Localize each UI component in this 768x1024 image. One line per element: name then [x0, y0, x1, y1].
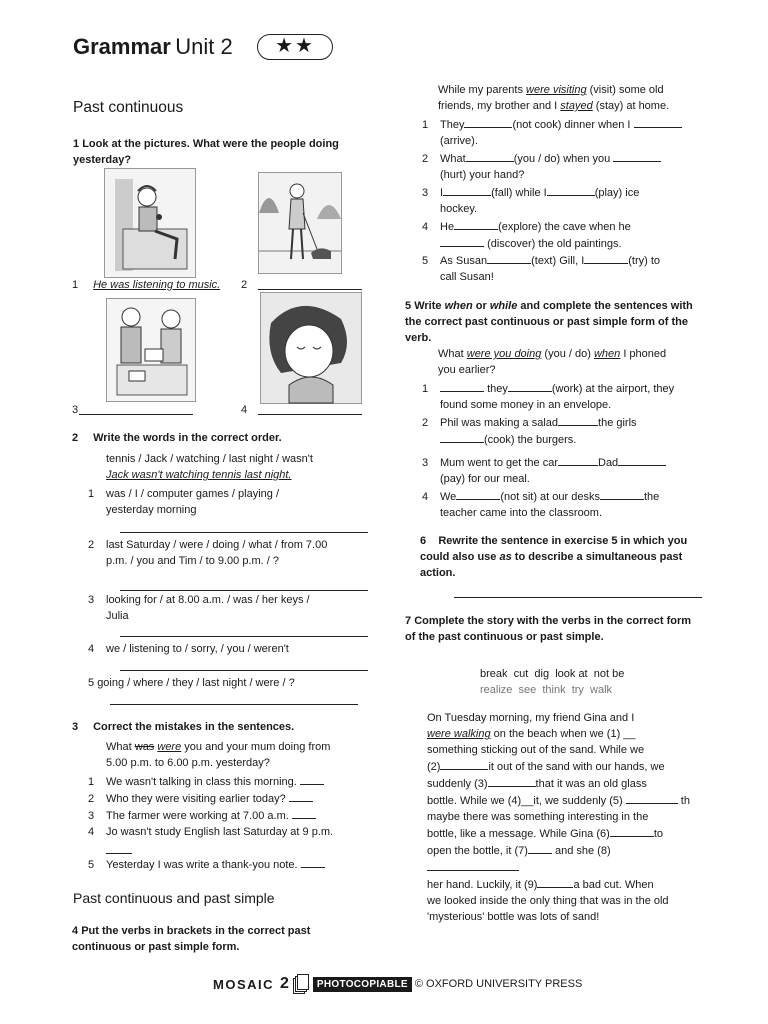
ex5-item-2-blank-2[interactable]	[440, 431, 484, 443]
ex4-item-2-blank-2[interactable]	[613, 150, 661, 162]
picture-woman-walking-dog	[258, 172, 342, 274]
ex3-example-wrong-word: was	[134, 741, 155, 753]
ex4-item-1-blank-1[interactable]	[464, 116, 512, 128]
ex5-item-1-blank-1[interactable]	[440, 380, 484, 392]
ex7-instruction: 7 Complete the story with the verbs in the correct form of the past continuous or past simple.	[405, 615, 692, 643]
ex7-blank-2[interactable]	[440, 758, 488, 770]
ex4-item-4: 4 He (explore) the cave when he (discover) the old paintings.	[422, 218, 697, 252]
ex3-item-2: 2 Who they were visiting earlier today?	[88, 790, 313, 807]
ex2-item-5: 5 going / where / they / last night / were / ?	[88, 677, 295, 689]
ex2-example-answer: Jack wasn't watching tennis last night.	[106, 469, 292, 481]
ex1-item-2-number: 2	[241, 279, 248, 291]
ex5-item-2-blank-1[interactable]	[558, 414, 598, 426]
ex5-item-4-blank-2[interactable]	[600, 488, 644, 500]
ex5-item-3-blank-1[interactable]	[558, 454, 598, 466]
ex4-item-5-blank-2[interactable]	[584, 252, 628, 264]
ex1-item-2-answer-line[interactable]	[258, 289, 362, 290]
ex2-item-4: 4 we / listening to / sorry, / you / weren't	[88, 643, 289, 655]
ex5-item-1-blank-2[interactable]	[508, 380, 552, 392]
ex5-item-2: 2 Phil was making a salad the girls (cook) the burgers.	[422, 414, 702, 448]
ex3-item-2-blank[interactable]	[289, 790, 313, 802]
ex7-blank-6[interactable]	[610, 825, 654, 837]
ex2-item-3-answer-line[interactable]	[120, 636, 368, 637]
ex2-item-3: 3 looking for / at 8.00 a.m. / was / her keys / Julia	[88, 594, 310, 622]
ex7-story: On Tuesday morning, my friend Gina and I were walking on the beach when we (1) __ something sticking out of the sand. While we (2) it out of the sand with our hands, we suddenly (3) that it was an old glass bottle. While we (4)__it, we suddenly (5) th maybe there was something interesting in the bottle, like a message. While Gina (6) to open the bottle, it (7) and she (8) her hand. Luckily, it (9) a bad cut. When we looked inside the only thing that was in the old 'mysterious' bottle was lots of sand!	[427, 712, 690, 923]
ex4-item-1: 1 They (not cook) dinner when I (arrive).	[422, 116, 697, 149]
picture-girl-sleeping	[260, 292, 362, 404]
ex3-item-1: 1 We wasn't talking in class this morning.	[88, 773, 324, 790]
ex6-answer-line[interactable]	[454, 597, 702, 598]
ex7-example-answer: were walking	[427, 728, 491, 740]
difficulty-stars-badge: ★★	[257, 34, 333, 60]
ex4-item-3-blank-2[interactable]	[547, 184, 595, 196]
ex5-item-3-blank-2[interactable]	[618, 454, 666, 466]
title-unit: Unit 2	[175, 34, 233, 59]
picture-boys-homework	[106, 298, 196, 402]
ex7-word-box-line-2: realize see think try walk	[480, 684, 613, 696]
title-bold: Grammar	[73, 34, 171, 59]
ex4-item-2-blank-1[interactable]	[466, 150, 514, 162]
ex2-instruction: 2 Write the words in the correct order.	[72, 432, 282, 444]
ex7-blank-5[interactable]	[626, 792, 678, 804]
ex5-item-4-blank-1[interactable]	[456, 488, 500, 500]
ex2-example-words: tennis / Jack / watching / last night / wasn't	[106, 453, 313, 465]
ex4-item-3-blank-1[interactable]	[443, 184, 491, 196]
ex4-item-5-blank-1[interactable]	[487, 252, 531, 264]
ex5-item-3: 3 Mum went to get the car Dad (pay) for our meal.	[422, 454, 702, 487]
ex1-item-3-answer-line[interactable]	[79, 414, 193, 415]
ex4-example-answer-1: were visiting	[526, 84, 587, 96]
ex3-item-3-blank[interactable]	[292, 807, 316, 819]
level-number: 2	[280, 975, 289, 992]
ex3-item-3: 3 The farmer were working at 7.00 a.m.	[88, 807, 316, 824]
ex7-word-box-line-1: break cut dig look at not be	[480, 668, 625, 680]
ex2-item-2-answer-line[interactable]	[120, 590, 368, 591]
brand-logo: MOSAIC	[213, 976, 274, 992]
ex2-item-2: 2 last Saturday / were / doing / what / from 7.00 p.m. / you and Tim / to 9.00 p.m. / ?	[88, 539, 328, 567]
ex4-item-2: 2 What (you / do) when you (hurt) your hand?	[422, 150, 697, 183]
ex1-item-1: 1 He was listening to music.	[72, 279, 221, 291]
ex4-item-4-blank-2[interactable]	[440, 235, 484, 247]
ex1-example-answer: He was listening to music.	[93, 279, 221, 291]
ex3-example: What was were you and your mum doing from 5.00 p.m. to 6.00 p.m. yesterday?	[106, 741, 331, 769]
ex3-example-correction: were	[157, 741, 182, 753]
ex3-instruction: 3 Correct the mistakes in the sentences.	[72, 721, 295, 733]
ex7-blank-7[interactable]	[528, 842, 552, 854]
ex7-blank-3[interactable]	[488, 775, 536, 787]
ex4-item-1-blank-2[interactable]	[634, 116, 682, 128]
ex5-item-4: 4 We (not sit) at our desks the teacher came into the classroom.	[422, 488, 702, 521]
ex2-item-1-answer-line[interactable]	[120, 532, 368, 533]
ex4-instruction: 4 Put the verbs in brackets in the correct past continuous or past simple form.	[72, 925, 311, 953]
ex2-item-1: 1 was / I / computer games / playing / yesterday morning	[88, 488, 280, 516]
ex5-example: What were you doing (you / do) when I phoned you earlier?	[438, 348, 667, 376]
ex3-item-5: 5 Yesterday I was write a thank-you note.	[88, 856, 325, 873]
publisher-credit: © OXFORD UNIVERSITY PRESS	[414, 978, 583, 990]
ex1-item-4-answer-line[interactable]	[258, 414, 362, 415]
ex4-item-5: 5 As Susan (text) Gill, I (try) to call Susan!	[422, 252, 697, 285]
photocopiable-badge: PHOTOCOPIABLE	[313, 977, 412, 992]
ex3-item-1-blank[interactable]	[300, 773, 324, 785]
page-title	[73, 34, 233, 60]
ex2-item-4-answer-line[interactable]	[120, 670, 368, 671]
ex3-item-5-blank[interactable]	[301, 856, 325, 868]
ex5-example-answer-2: when	[593, 348, 621, 360]
ex1-item-3-number: 3	[72, 404, 79, 416]
section-title-past-continuous: Past continuous	[73, 99, 184, 116]
photocopy-icon	[293, 975, 307, 993]
ex3-item-4: 4 Jo wasn't study English last Saturday at 9 p.m.	[88, 826, 334, 838]
ex5-example-answer-1: were you doing	[466, 348, 542, 360]
ex7-blank-8[interactable]	[427, 859, 519, 871]
ex5-instruction: 5 Write when or while and complete the sentences with the correct past continuous or past simple form of the verb.	[405, 300, 693, 344]
ex4-item-3: 3 I (fall) while I (play) ice hockey.	[422, 184, 697, 217]
footer	[213, 972, 582, 996]
ex3-item-4-blank[interactable]	[106, 853, 132, 854]
picture-boy-listening-music	[104, 168, 196, 278]
ex7-blank-9[interactable]	[537, 876, 573, 888]
ex1-instruction: 1 Look at the pictures. What were the people doing yesterday?	[73, 138, 339, 166]
ex2-item-5-answer-line[interactable]	[110, 704, 358, 705]
ex6-instruction: 6 Rewrite the sentence in exercise 5 in which you could also use as to describe a simultaneous past action.	[420, 535, 688, 579]
ex4-example-answer-2: stayed	[560, 100, 593, 112]
ex7-word-box	[480, 666, 670, 696]
section-title-past-continuous-and-simple: Past continuous and past simple	[73, 890, 275, 906]
ex4-item-4-blank-1[interactable]	[454, 218, 498, 230]
ex5-item-1: 1 they (work) at the airport, they found some money in an envelope.	[422, 380, 702, 413]
ex4-example: While my parents were visiting (visit) some old friends, my brother and I stayed (stay) at home.	[438, 84, 670, 112]
ex1-item-4-number: 4	[241, 404, 248, 416]
